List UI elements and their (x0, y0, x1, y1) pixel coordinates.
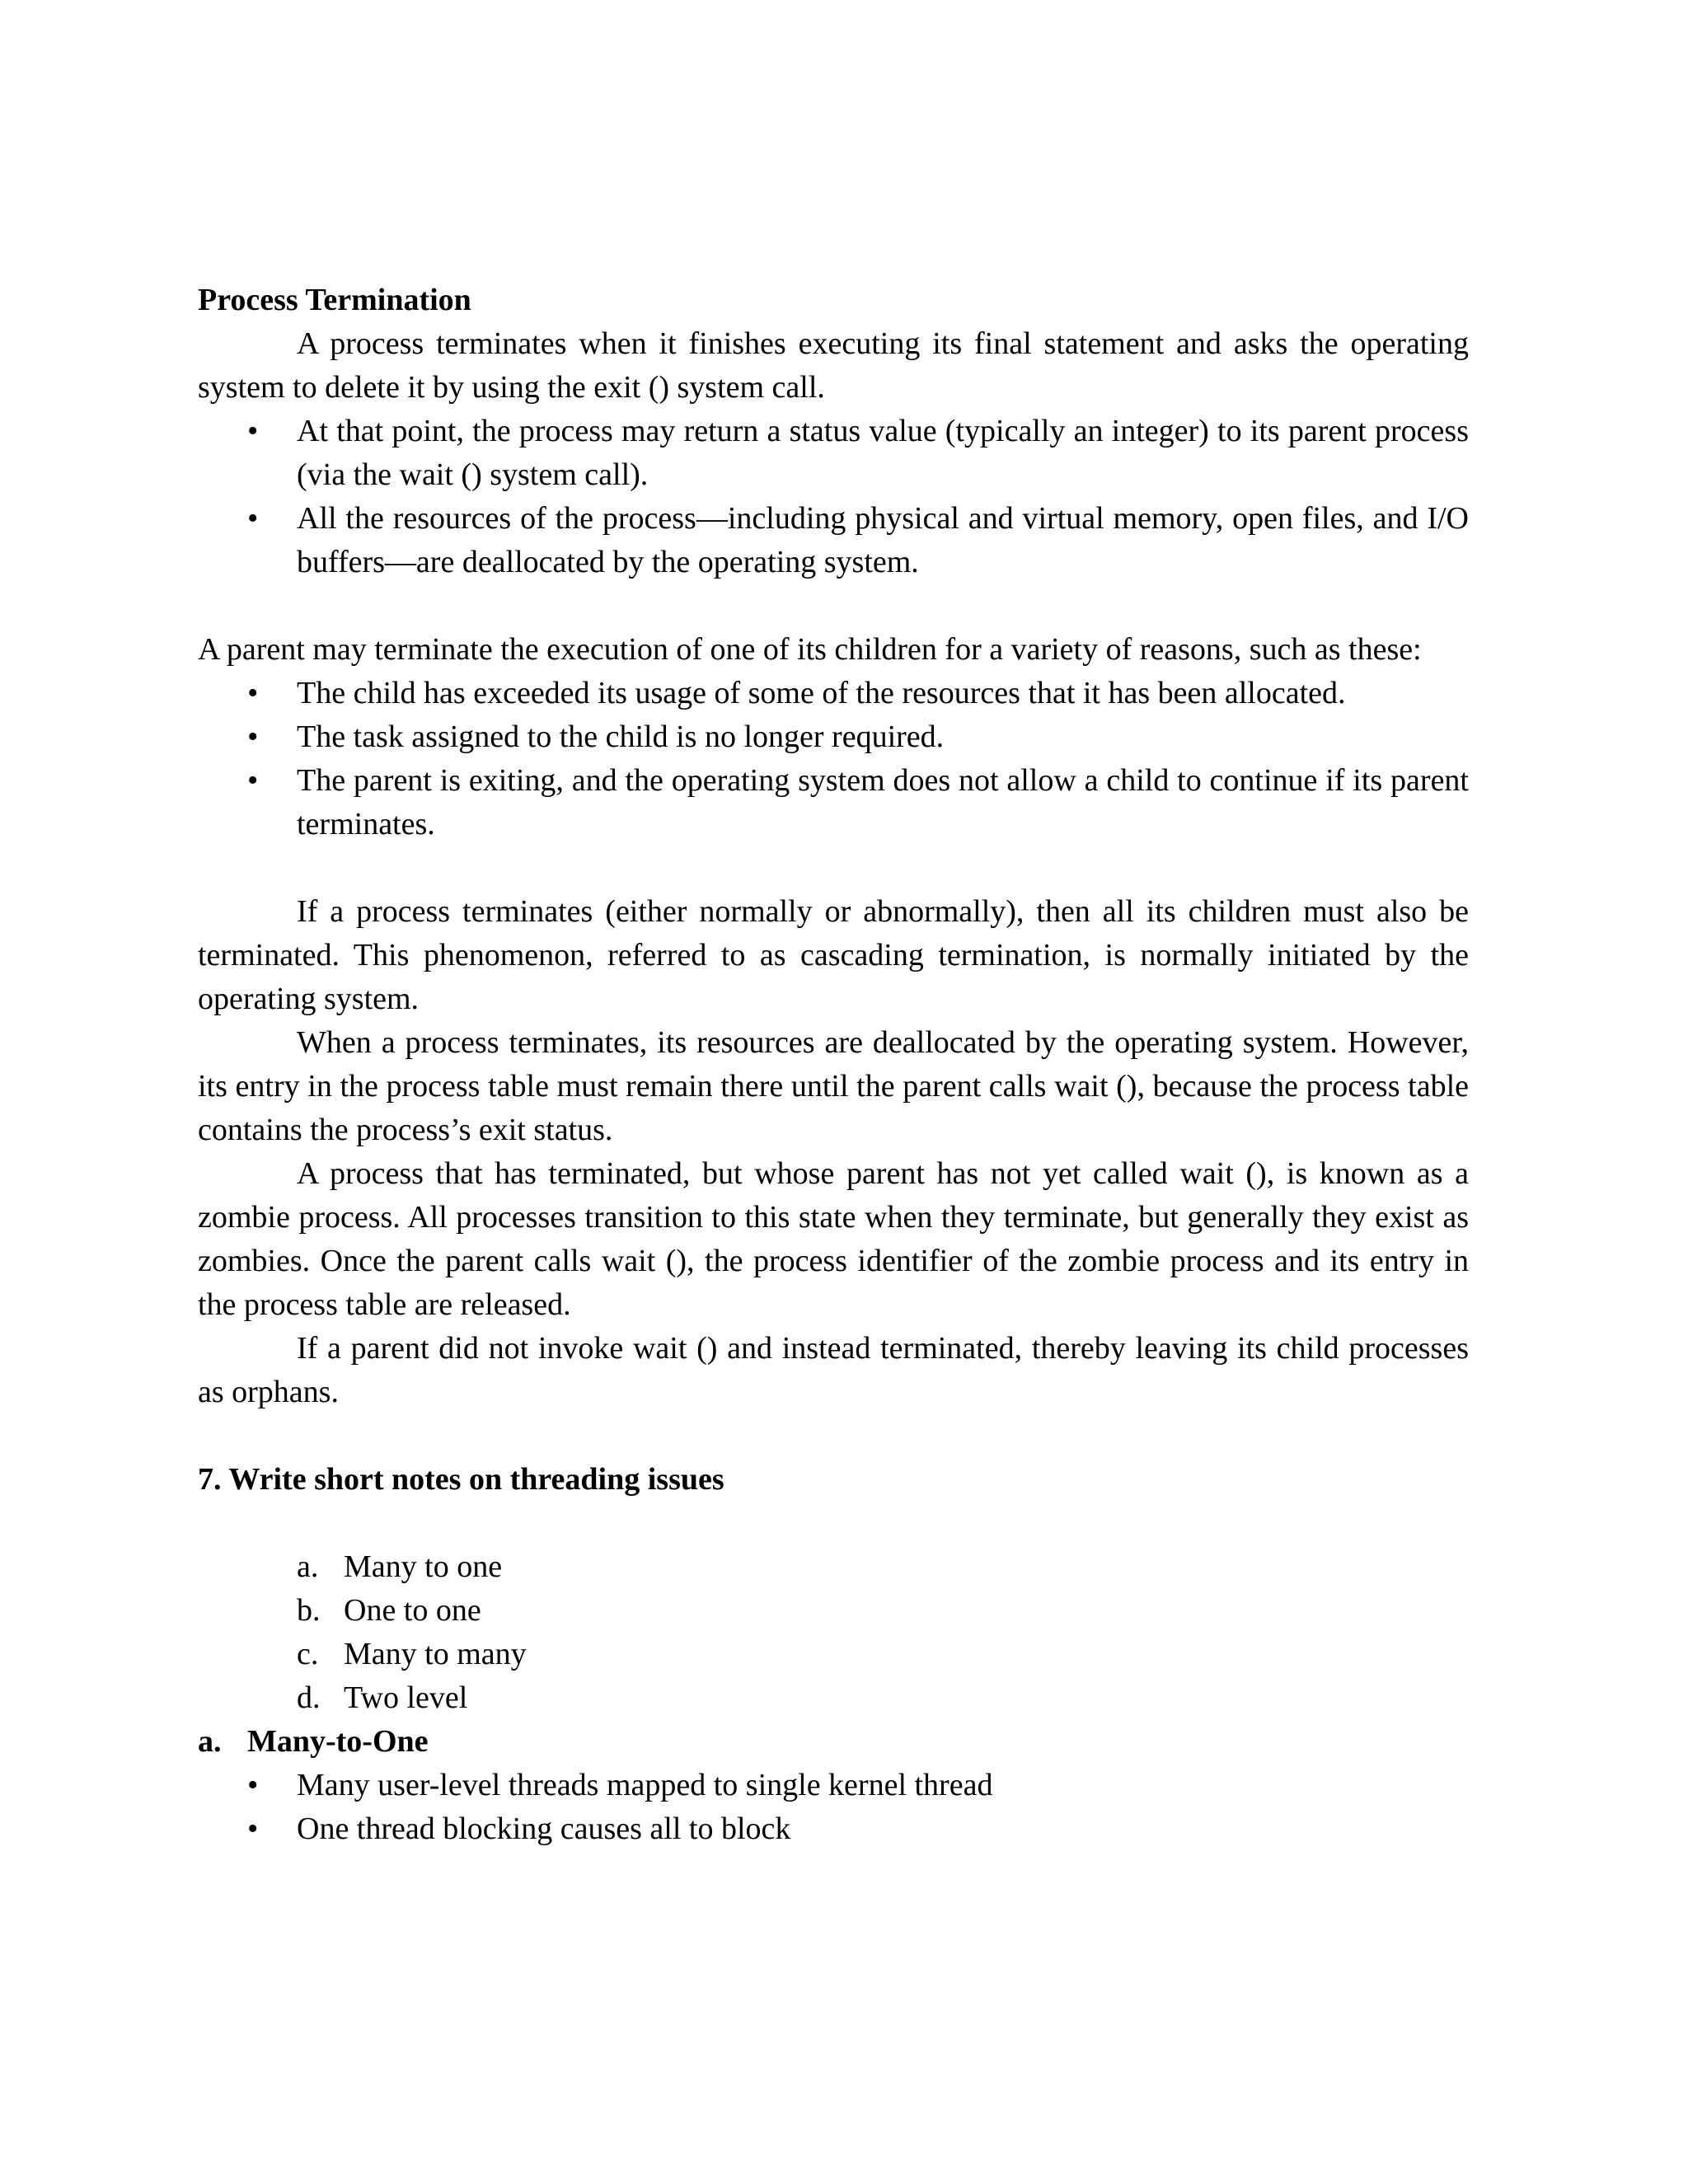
zombie-process-paragraph: A process that has terminated, but whose parent has not yet called wait (), is known as a zombie process. All processes transition to this state when they terminate, but generally they exist as zombies. Once the parent calls wait (), the process identifier of the zombie process and its entry in the process table are released. (198, 1156, 1469, 1322)
spacer (198, 584, 1469, 628)
list-item: • The child has exceeded its usage of some of the resources that it has been allocated. (198, 672, 1469, 715)
bullet-icon: • (247, 1768, 259, 1802)
list-item: • Many user-level threads mapped to single kernel thread (198, 1764, 1469, 1807)
section-heading-threading-issues: 7. Write short notes on threading issues (198, 1462, 724, 1497)
parent-intro-paragraph: A parent may terminate the execution of one of its children for a variety of reasons, such as these: (198, 632, 1422, 667)
bullet-icon: • (247, 676, 259, 710)
list-item: • The task assigned to the child is no longer required. (198, 715, 1469, 759)
list-item: • At that point, the process may return a status value (typically an integer) to its parent process (via the wait () system call). (198, 410, 1469, 497)
spacer (198, 846, 1469, 890)
list-marker: c. (297, 1637, 319, 1671)
bullet-icon: • (247, 414, 259, 448)
subsection-heading-many-to-one: a. Many-to-One (198, 1720, 1469, 1764)
list-marker: d. (297, 1680, 321, 1715)
document-page (198, 279, 1469, 1851)
bullet-icon: • (247, 763, 259, 798)
bullet-icon: • (247, 1811, 259, 1846)
list-item: c. Many to many (198, 1633, 1469, 1676)
list-item: • The parent is exiting, and the operating system does not allow a child to continue if its parent terminates. (198, 759, 1469, 846)
cascading-termination-paragraph: If a process terminates (either normally or abnormally), then all its children must also be terminated. This phenomenon, referred to as cascading termination, is normally initiated by the operating system. (198, 894, 1469, 1016)
list-item: • One thread blocking causes all to block (198, 1807, 1469, 1851)
spacer (198, 1414, 1469, 1458)
threading-models-list (198, 1545, 1469, 1720)
reasons-bullet-list (198, 672, 1469, 846)
list-item: • All the resources of the process—including physical and virtual memory, open files, and I/O buffers—are deallocated by the operating system. (198, 497, 1469, 584)
termination-bullet-list (198, 410, 1469, 584)
list-item: b. One to one (198, 1589, 1469, 1633)
many-to-one-bullet-list (198, 1764, 1469, 1851)
spacer (198, 1502, 1469, 1545)
list-marker: a. (198, 1724, 222, 1759)
list-marker: a. (297, 1549, 319, 1584)
list-item: d. Two level (198, 1676, 1469, 1720)
section-heading-process-termination: Process Termination (198, 283, 471, 317)
process-table-paragraph: When a process terminates, its resources are deallocated by the operating system. However, its entry in the process table must remain there until the parent calls wait (), because the process table contains the process’s exit status. (198, 1025, 1469, 1147)
bullet-icon: • (247, 501, 259, 536)
bullet-icon: • (247, 719, 259, 754)
orphan-process-paragraph: If a parent did not invoke wait () and instead terminated, thereby leaving its child processes as orphans. (198, 1331, 1469, 1409)
list-item: a. Many to one (198, 1545, 1469, 1589)
intro-paragraph: A process terminates when it finishes executing its final statement and asks the operating system to delete it by using the exit () system call. (198, 326, 1469, 405)
list-marker: b. (297, 1593, 321, 1628)
